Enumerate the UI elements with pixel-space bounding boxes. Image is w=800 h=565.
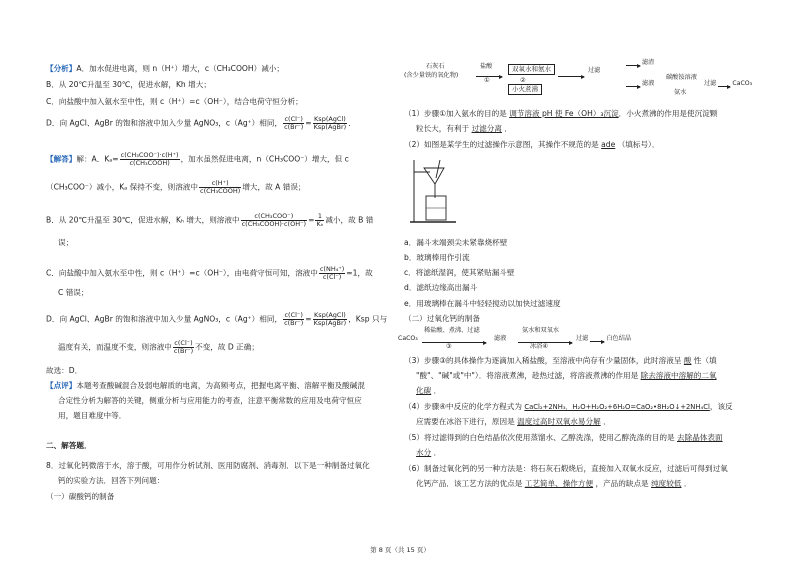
flow1-start-label: 石灰石	[426, 63, 445, 70]
fraction-denominator: c(Br⁻)	[284, 319, 304, 327]
fraction	[313, 312, 348, 327]
fraction-numerator: c(H⁺)	[199, 180, 241, 188]
analysis-a-text: A．加水促进电离，则 n（H⁺）增大，c（CH₃COOH）减小；	[76, 64, 284, 73]
q6-line-2	[416, 479, 691, 489]
final-choice: 故选：D．	[46, 366, 83, 375]
arrow-icon	[422, 336, 486, 343]
q5-answer-1: 去除晶体表面	[677, 433, 723, 442]
fraction-denominator: c(Cl⁻)	[322, 273, 342, 281]
q1-answer-1: 调节溶液 pH 使 Fe（OH）₃沉淀	[509, 109, 619, 118]
arrow-icon	[626, 80, 640, 87]
flow2-step-3: ③	[446, 343, 452, 350]
fraction	[319, 266, 345, 281]
comment-text-1: 本题考查酸碱混合及弱电解质的电离，为高频考点，把握电离平衡、溶解平衡及酸碱混	[76, 381, 365, 390]
q3-end: ．	[433, 386, 442, 395]
answer-d-text: D．向 AgCl、AgBr 的饱和溶液中加入少量 AgNO₃，c（Ag⁺）相同，	[46, 314, 283, 324]
fraction-numerator: Ksp(AgCl)	[314, 311, 346, 319]
comment-line-1	[46, 381, 365, 391]
option-a: a．漏斗末端颈尖未紧靠烧杯壁	[404, 238, 508, 247]
q3-line-3	[416, 386, 441, 396]
q5-line-2	[416, 448, 441, 458]
answer-b-text-2: 减小，故 B 错	[325, 215, 374, 225]
q4-text: （4）步骤④中反应的化学方程式为	[404, 402, 522, 411]
option-b: b．玻璃棒用作引流	[404, 253, 470, 262]
q5-end: ．	[433, 448, 442, 457]
flow1-box-2-label: 小火煮沸	[508, 84, 542, 95]
fraction-denominator: Kₕ	[316, 220, 324, 228]
flow2-step-4: 冰浴④	[530, 343, 548, 350]
q4-text-3: 应需要在冰浴下进行，原因是	[416, 417, 515, 426]
flowchart-calcium-carbonate	[404, 59, 760, 106]
comment-line-2: 合定性分析为解答的关键，侧重分析与应用能力的考查，注意平衡常数的应用及电荷守恒应	[58, 396, 362, 405]
analysis-a	[46, 64, 284, 74]
flow1-filter-2: 过滤	[704, 80, 717, 87]
analysis-b: B．从 20℃升温至 30℃，促进水解，Kh 增大；	[46, 80, 211, 89]
question-8-part-1: （一）碳酸钙的制备	[46, 492, 115, 501]
answer-a-text-4: 增大，故 A 错误；	[242, 182, 306, 192]
flow1-box	[508, 64, 555, 75]
q1-text: （1）步骤①加入氨水的目的是	[404, 109, 507, 118]
fraction-numerator: c(CH₃COO⁻)	[241, 213, 307, 221]
question-8-line-1: 8．过氧化钙微溶于水，溶于酸，可用作分析试剂、医用防腐剂、消毒剂．以下是一种制备过氧化	[46, 461, 370, 470]
q6-end: ．	[683, 479, 692, 488]
analysis-d-text: D．向 AgCl、AgBr 的饱和溶液中加入少量 AgNO₃，c（Ag⁺）相同，	[46, 118, 283, 128]
q3-answer-2: 除去溶液中溶解的二氧	[640, 371, 717, 380]
flow1-box-2	[508, 84, 542, 95]
equals-sign: =	[305, 314, 312, 324]
q3-line-2	[416, 371, 717, 381]
q1-answer-2: 过滤分离	[471, 124, 502, 133]
fraction-numerator: c(NH₄⁺)	[319, 265, 345, 273]
flow2-filtrate: 滤液	[494, 335, 507, 342]
flow1-arrow-2	[556, 68, 586, 78]
flow1-step-1: ①	[484, 77, 490, 84]
flow2-reagent-1: 稀盐酸、煮沸、过滤	[424, 327, 480, 334]
answer-d-text-2: ，Ksp 只与	[348, 314, 388, 324]
q2-text-2: （填标号）．	[617, 140, 660, 149]
q6-answer-2: 纯度较低	[651, 479, 682, 488]
q5-text: （5）将过滤得到的白色结晶依次使用蒸馏水、乙醇洗涤，使用乙醇洗涤的目的是	[404, 433, 675, 442]
q3-answer-3: 化碳	[416, 386, 432, 395]
q1-text-3: 粒长大，有利于	[416, 124, 470, 133]
flow2-arrow-1	[420, 334, 488, 344]
analysis-d	[46, 116, 356, 131]
comment-line-3: 用，题目难度中等．	[58, 411, 127, 420]
q4-end: ．	[603, 417, 611, 426]
answer-a-cont	[46, 180, 306, 195]
fraction-numerator: Ksp(AgCl)	[314, 115, 346, 123]
flow1-product: CaCO₃	[732, 80, 753, 87]
flow2-arrow-3	[576, 334, 631, 344]
answer-d-text-4: 不变，故 D 正确；	[195, 342, 259, 352]
equals-sign: =	[305, 118, 312, 128]
option-d: d．滤纸边缘高出漏斗	[404, 283, 478, 292]
q1-line-1	[404, 109, 717, 119]
answer-a-text: 解：A．Kₐ=	[76, 154, 119, 164]
q2-line	[404, 140, 659, 150]
q2-answer: ade	[601, 140, 616, 149]
answer-c-text-2: =1，故	[346, 268, 373, 278]
answer-c	[46, 266, 373, 281]
flow1-reagent-3b: 氨水	[674, 89, 687, 96]
q1-line-2	[416, 124, 512, 134]
q3-line-1	[404, 356, 717, 366]
flow2-filter: 过滤	[576, 335, 589, 342]
answer-d-text-3: 温度有关，而温度不变，则溶液中	[58, 342, 172, 352]
fraction-numerator: c(Cl⁻)	[284, 115, 303, 123]
fraction	[283, 312, 304, 327]
fraction-numerator: c(Cl⁻)	[174, 339, 193, 347]
fraction	[173, 340, 194, 355]
q4-line-1	[404, 402, 733, 412]
fraction	[120, 152, 180, 167]
arrow-icon	[718, 80, 730, 87]
fraction	[313, 116, 348, 131]
flow1-step-2: ②	[520, 77, 526, 84]
q5-answer-2: 水分	[416, 448, 432, 457]
flow1-arrow-end	[704, 79, 752, 89]
flow1-box-label: 双氧水和氨水	[508, 64, 555, 75]
flow1-filtrate-label: 滤液	[642, 80, 655, 87]
q3-text: （3）步骤③的具体操作为逐滴加入稀盐酸，至溶液中尚存有少量固体，此时溶液呈	[404, 356, 682, 365]
q4-answer-2: 温度过高时双氧水易分解	[517, 417, 601, 426]
filtration-apparatus-figure	[410, 158, 458, 224]
fraction-denominator: c(CH₃COOH)	[200, 187, 241, 195]
comment-tag: 【点评】	[46, 381, 77, 390]
fraction	[315, 213, 324, 228]
flow2-start: CaCO₃	[398, 335, 418, 342]
fraction-numerator: c(CH₃COO⁻)·c(H⁺)	[120, 151, 179, 159]
answer-d	[46, 312, 387, 327]
answer-b-text: B．从 20℃升温至 30℃，促进水解，Kₕ 增大，则溶液中	[46, 215, 240, 225]
question-8-line-2: 钙的实验方法．回答下列问题：	[58, 476, 165, 485]
answer-a	[46, 152, 349, 167]
q3-text-3: "酸"、"碱"或"中"）．将溶液煮沸，趁热过滤，将溶液煮沸的作用是	[416, 371, 639, 380]
q6-line-1: （6）制备过氧化钙的另一种方法是：将石灰石煅烧后，直接加入双氧水反应，过滤后可得到过氧	[404, 464, 728, 473]
fraction	[199, 180, 241, 195]
flow1-reagent-1: 盐酸	[480, 63, 493, 70]
fraction-denominator: Ksp(AgBr)	[313, 123, 347, 131]
answer-a-text-3: （CH₃COO⁻）减小，Kₐ 保持不变，则溶液中	[46, 182, 198, 192]
fraction-numerator: 1	[315, 213, 324, 221]
flow2-product: 白色结晶	[606, 335, 632, 342]
page-footer: 第 8 页（共 15 页）	[370, 546, 430, 554]
answer-d-cont	[58, 340, 259, 355]
answer-b-cont: 误；	[58, 238, 74, 247]
flow1-filter: 过滤	[588, 67, 601, 74]
arrow-icon	[558, 70, 584, 77]
flow2-reagent-2: 氨水和双氧水	[522, 327, 560, 334]
equals-sign: =	[308, 215, 315, 225]
q1-end: ．	[504, 124, 512, 133]
flow1-start-note: (含少量铁的氧化物)	[404, 72, 459, 79]
fraction-denominator: Ksp(AgBr)	[313, 319, 347, 327]
q6-text-2: ，产品的缺点是	[595, 479, 649, 488]
q4-line-2	[416, 417, 611, 427]
flow1-residue-label: 滤渣	[642, 59, 655, 66]
fraction-denominator: c(Br⁻)	[173, 347, 194, 355]
fraction	[241, 213, 307, 228]
q6-answer-1: 工艺简单、操作方便	[524, 479, 594, 488]
q3-answer-1: 酸	[683, 356, 692, 365]
flow1-out-filtrate	[624, 79, 654, 89]
q2-text: （2）如图是某学生的过滤操作示意图，其操作不规范的是	[404, 140, 599, 149]
fraction-denominator: c(Br⁻)	[284, 123, 304, 131]
q4-text-2: ，该反	[709, 402, 733, 411]
fraction-denominator: c(CH₃COOH)·c(OH⁻)	[241, 220, 307, 228]
answer-tag: 【解答】	[46, 154, 77, 164]
flow1-out-residue	[624, 58, 654, 68]
analysis-tag: 【分析】	[46, 64, 77, 73]
arrow-icon	[590, 335, 604, 342]
flow1-reagent-3: 碳酸铵溶液	[666, 74, 697, 81]
answer-a-text-2: ，加水虽然促进电离，n（CH₃COO⁻）增大，但 c	[180, 154, 349, 164]
option-c: c．将滤纸湿润，使其紧贴漏斗壁	[404, 268, 515, 277]
arrow-icon	[626, 59, 640, 66]
answer-b	[46, 213, 373, 228]
fraction	[283, 116, 304, 131]
analysis-c: C．向盐酸中加入氨水至中性，则 c（H⁺）=c（OH⁻），结合电荷守恒分析；	[46, 97, 303, 106]
answer-c-text: C．向盐酸中加入氨水至中性，则 c（H⁺）=c（OH⁻），由电荷守恒可知，溶液中	[46, 268, 318, 278]
q4-answer-1: CaCl₂+2NH₃．H₂O+H₂O₂+6H₂O=CaO₂•8H₂O↓+2NH₄Cl	[524, 403, 710, 411]
q1-text-2: ．小火煮沸的作用是使沉淀颗	[618, 109, 718, 118]
q5-line-1	[404, 433, 723, 443]
option-e: e．用玻璃棒在漏斗中轻轻搅动以加快过滤速度	[404, 299, 561, 308]
q6-text: 化钙产品．该工艺方法的优点是	[416, 479, 523, 488]
q3-text-2: 性（填	[693, 356, 717, 365]
part-2-heading: （二）过氧化钙的制备	[404, 314, 480, 323]
period: ．	[348, 118, 356, 128]
section-heading: 二、解答题．	[46, 441, 92, 450]
answer-c-cont: C 错误；	[58, 288, 89, 297]
fraction-denominator: c(CH₃COOH)	[129, 159, 170, 167]
fraction-numerator: c(Cl⁻)	[284, 311, 303, 319]
flowchart-calcium-peroxide	[398, 328, 758, 350]
